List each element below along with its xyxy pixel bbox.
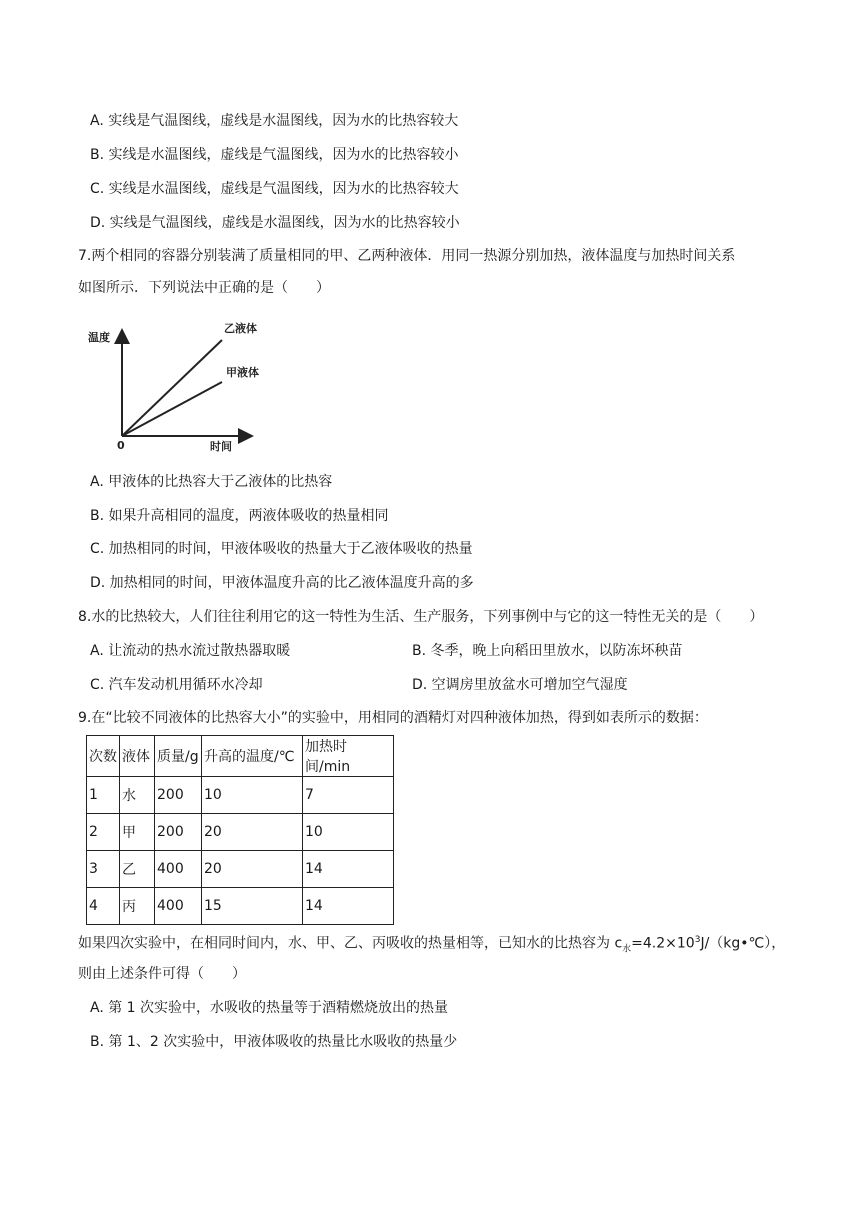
q8-option-c: C. 汽车发动机用循环水冷却 [90,677,263,693]
table-cell: 甲 [120,814,155,851]
q7-stem-line2: 如图所示．下列说法中正确的是（ ） [78,280,330,296]
table-cell: 20 [202,851,303,888]
table-header-row [87,736,394,777]
q9-condition-line1 [78,930,785,959]
q7-option-b: B. 如果升高相同的温度，两液体吸收的热量相同 [90,508,389,524]
q7-option-c: C. 加热相同的时间，甲液体吸收的热量大于乙液体吸收的热量 [90,541,473,557]
q8-option-b: B. 冬季，晚上向稻田里放水，以防冻坏秧苗 [412,643,683,659]
table-cell: 10 [303,814,394,851]
header-cell: 升高的温度/℃ [202,736,303,777]
table-row [87,851,394,888]
table-cell: 7 [303,777,394,814]
header-cell: 质量/g [155,736,202,777]
table-cell: 400 [155,888,202,925]
table-cell: 1 [87,777,120,814]
q7-option-d: D. 加热相同的时间，甲液体温度升高的比乙液体温度升高的多 [90,575,474,591]
header-cell: 加热时间/min [303,736,394,777]
q9-stem: 9.在“比较不同液体的比热容大小”的实验中，用相同的酒精灯对四种液体加热，得到如表所示的数据： [78,710,708,726]
table-cell: 4 [87,888,120,925]
q9-condition-unit: J/（kg•℃）， [700,935,786,952]
table-row [87,814,394,851]
q8-option-a: A. 让流动的热水流过散热器取暖 [90,643,291,659]
table-cell: 乙 [120,851,155,888]
table-cell: 20 [202,814,303,851]
x-axis-label: 时间 [210,440,232,453]
q9-condition-subscript: 水 [622,944,632,955]
q9-option-a: A. 第 1 次实验中，水吸收的热量等于酒精燃烧放出的热量 [90,1000,449,1016]
q9-data-table [86,735,394,925]
q6-option-b: B. 实线是水温图线，虚线是气温图线，因为水的比热容较小 [90,147,459,163]
table-row [87,777,394,814]
header-cell: 液体 [120,736,155,777]
table-cell: 10 [202,777,303,814]
table-cell: 200 [155,814,202,851]
table-cell: 2 [87,814,120,851]
q6-option-d: D. 实线是气温图线，虚线是水温图线，因为水的比热容较小 [90,215,460,231]
q8-stem: 8.水的比热较大，人们往往利用它的这一特性为生活、生产服务，下列事例中与它的这一特性无关的是（ ） [78,609,764,625]
q9-option-b: B. 第 1、2 次实验中，甲液体吸收的热量比水吸收的热量少 [90,1034,458,1050]
q7-stem-line1: 7.两个相同的容器分别装满了质量相同的甲、乙两种液体．用同一热源分别加热，液体温度与加热时间关系 [78,248,736,264]
q6-option-a: A. 实线是气温图线，虚线是水温图线，因为水的比热容较大 [90,113,459,129]
q8-option-d: D. 空调房里放盆水可增加空气湿度 [412,677,628,693]
series-label: 甲液体 [226,366,259,379]
origin-label: 0 [117,439,125,452]
table-cell: 14 [303,888,394,925]
q7-option-a: A. 甲液体的比热容大于乙液体的比热容 [90,474,333,490]
q9-condition-value: =4.2×10 [631,935,695,952]
series-line [122,340,222,436]
table-cell: 水 [120,777,155,814]
q9-condition-line2: 则由上述条件可得（ ） [78,966,246,982]
table-cell: 200 [155,777,202,814]
q7-chart [80,322,260,454]
table-row [87,888,394,925]
y-axis-label: 温度 [88,331,110,344]
series-line [122,382,222,436]
header-cell: 次数 [87,736,120,777]
table-cell: 400 [155,851,202,888]
table-cell: 丙 [120,888,155,925]
table-cell: 3 [87,851,120,888]
table-cell: 14 [303,851,394,888]
q9-condition-text: 如果四次实验中，在相同时间内，水、甲、乙、丙吸收的热量相等，已知水的比热容为 c [78,935,623,952]
q9-condition-exponent: 3 [694,935,701,945]
table-cell: 15 [202,888,303,925]
q6-option-c: C. 实线是水温图线，虚线是气温图线，因为水的比热容较大 [90,181,459,197]
series-label: 乙液体 [224,322,257,335]
